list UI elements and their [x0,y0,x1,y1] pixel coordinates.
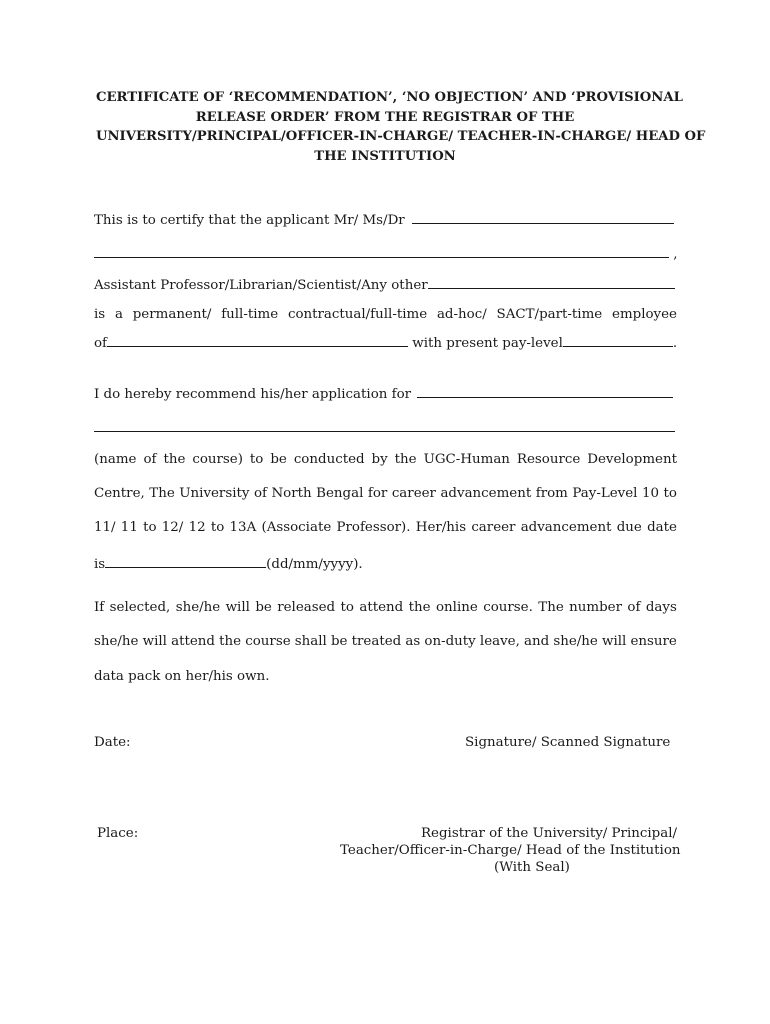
word: she/he [94,634,139,649]
registrar-line-1: Registrar of the University/ Principal/ [420,826,677,841]
word: of [627,600,641,615]
word: advancement [440,486,532,501]
course-name-field[interactable] [417,383,673,398]
word: career [391,486,436,501]
registrar-block [340,825,681,876]
word: ad-hoc/ [436,307,487,322]
word: online [436,600,478,615]
place-label: Place: [97,826,139,841]
course-continuation-line [94,417,675,438]
document-title [96,88,706,166]
word: Pay-Level [572,486,638,501]
designation-line [94,274,675,295]
leave-line [94,633,677,651]
data-pack-text: data pack on her/his own. [94,669,270,684]
signature-label: Signature/ Scanned Signature [465,735,671,750]
word: If [94,600,105,615]
period: . [672,336,678,351]
word: Centre, [94,486,145,501]
word: and [524,634,550,649]
word: advancement [520,520,612,535]
word: the [163,452,186,467]
word: will [142,634,167,649]
word: shall [294,634,327,649]
word: permanent/ [132,307,212,322]
course-description-line [94,451,677,469]
data-pack-line [94,668,269,686]
word: Professor). [336,520,411,535]
designation-other-field[interactable] [428,274,675,289]
word: number [569,600,622,615]
title-line-4: THE INSTITUTION [314,148,456,164]
word: leave, [479,634,520,649]
word: employee [612,307,677,322]
word: Resource [516,452,581,467]
word: be [270,452,287,467]
word: be [255,600,272,615]
title-line-2: RELEASE ORDER’ FROM THE REGISTRAR OF THE [195,109,575,125]
title-line-1: CERTIFICATE OF ‘RECOMMENDATION’, ‘NO OBJECTION’ AND ‘PROVISIONAL [96,90,683,105]
word: of [253,486,267,501]
due-date-field[interactable] [105,553,266,568]
word: treated [351,634,402,649]
word: the [219,634,242,649]
certify-text: This is to certify that the applicant Mr/ Ms/Dr [94,213,405,228]
word: 13A [229,520,257,535]
pay-level-line [94,332,677,353]
word: to [340,600,354,615]
word: date [647,520,677,535]
word: attend [171,634,215,649]
word: course) [192,452,243,467]
word: career [471,520,516,535]
word: full-time [221,307,279,322]
certify-line [94,209,674,230]
word: to [249,452,264,467]
word: is [94,307,106,322]
word: selected, [109,600,171,615]
title-line-3: UNIVERSITY/PRINCIPAL/OFFICER-IN-CHARGE/ TEACHER-IN-CHARGE/ HEAD OF [96,129,706,144]
word: to [210,520,225,535]
word: on-duty [424,634,476,649]
designation-text: Assistant Professor/Librarian/Scientist/Any other [94,278,428,293]
pay-level-text: with present pay-level [412,336,563,351]
word: ensure [630,634,677,649]
word: course [245,634,291,649]
recommend-text: I do hereby recommend his/her application for [94,387,412,402]
word: the [408,600,431,615]
word: she/he [175,600,221,615]
comma: , [673,247,678,262]
word: contractual/full-time [287,307,428,322]
word: of [143,452,157,467]
word: will [225,600,250,615]
word: 11/ [94,520,116,535]
word: as [405,634,421,649]
applicant-name-field-3[interactable] [530,243,669,258]
word: 12/ [161,520,184,535]
word: North [271,486,312,501]
word: Her/his [415,520,467,535]
pay-level-field[interactable] [563,332,673,347]
word: will [601,634,627,649]
word: she/he [553,634,598,649]
word: course. [483,600,533,615]
word: a [114,307,123,322]
word: UGC-Human [423,452,510,467]
applicant-name-field[interactable] [412,209,674,224]
word: due [616,520,642,535]
with-seal-text: (With Seal) [494,860,570,875]
word: conducted [293,452,365,467]
word: the [394,452,417,467]
employee-type-line [94,306,677,324]
pay-level-progression-line [94,519,677,537]
word: University [179,486,250,501]
word: Bengal [316,486,364,501]
release-line [94,599,677,617]
of-text: of [94,336,108,351]
word: 11 [120,520,138,535]
word: Development [587,452,677,467]
recommend-line [94,383,673,404]
institution-field[interactable] [107,332,408,347]
word: to [663,486,677,501]
word: The [538,600,564,615]
word: to [143,520,157,535]
word: days [645,600,677,615]
word: be [330,634,348,649]
course-name-field-2[interactable] [94,417,675,432]
centre-line [94,485,677,503]
is-text: is [94,557,106,572]
word: attend [359,600,404,615]
word: released [277,600,336,615]
word: for [367,486,388,501]
word: (name [94,452,137,467]
registrar-line-2: Teacher/Officer-in-Charge/ Head of the Institution [340,843,681,858]
due-date-line [94,553,363,574]
word: SACT/part-time [496,307,603,322]
word: from [535,486,568,501]
applicant-name-field-2[interactable] [94,243,530,258]
word: The [149,486,175,501]
applicant-name-continuation-line [94,243,678,264]
word: by [371,452,388,467]
date-format-text: (dd/mm/yyyy). [266,557,363,572]
word: 10 [641,486,659,501]
word: 12 [188,520,206,535]
date-label: Date: [94,735,131,750]
word: (Associate [261,520,332,535]
